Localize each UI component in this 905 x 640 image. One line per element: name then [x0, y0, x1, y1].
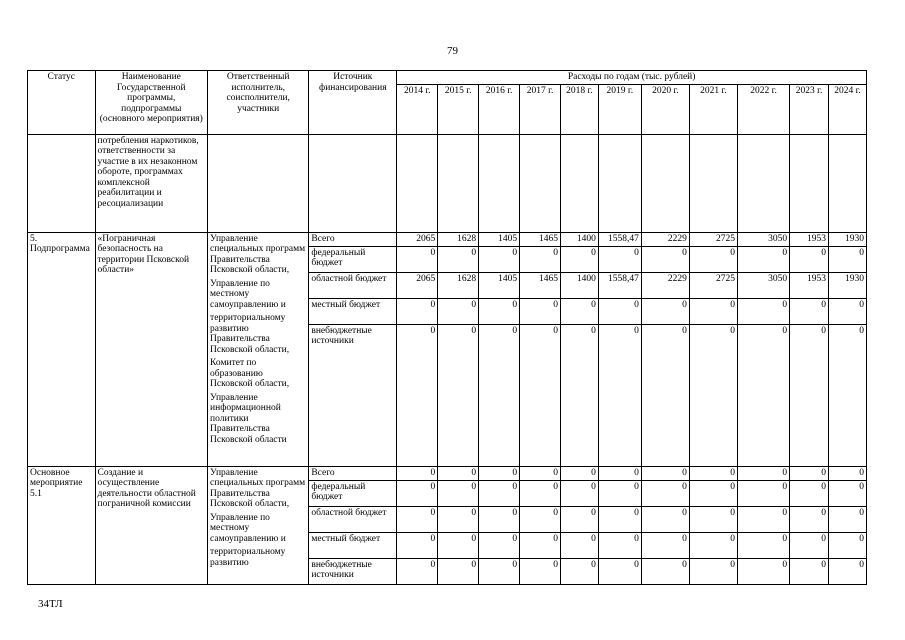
value-cell: 0 [829, 532, 867, 558]
empty-cell [479, 134, 520, 232]
header-year: 2023 г. [790, 84, 829, 134]
value-cell: 0 [397, 298, 438, 324]
value-cell: 0 [438, 246, 479, 272]
value-cell: 0 [689, 466, 737, 480]
responsible-entry: территориальному развитию Правительства Псковской области, [210, 313, 290, 355]
value-cell: 0 [737, 558, 789, 584]
value-cell: 0 [397, 324, 438, 466]
value-cell: 1405 [479, 232, 520, 246]
value-cell: 0 [598, 532, 641, 558]
header-year: 2021 г. [689, 84, 737, 134]
value-cell: 1405 [479, 272, 520, 298]
value-cell: 0 [438, 532, 479, 558]
empty-cell [28, 134, 96, 232]
value-cell: 0 [561, 298, 599, 324]
header-expenses: Расходы по годам (тыс. рублей) [397, 71, 867, 85]
value-cell: 0 [438, 480, 479, 506]
source-cell: федеральный бюджет [309, 246, 397, 272]
continuation-row [28, 134, 867, 232]
value-cell: 0 [641, 480, 689, 506]
value-cell: 0 [790, 480, 829, 506]
value-cell: 0 [561, 466, 599, 480]
value-cell: 0 [438, 506, 479, 532]
value-cell: 0 [438, 558, 479, 584]
source-cell: внебюджетные источники [309, 558, 397, 584]
value-cell: 2065 [397, 272, 438, 298]
value-cell: 0 [829, 466, 867, 480]
value-cell: 0 [520, 298, 561, 324]
value-cell: 0 [397, 558, 438, 584]
responsible-entry: Управление по местному самоуправлению и [210, 278, 286, 310]
value-cell: 0 [520, 324, 561, 466]
value-cell: 1628 [438, 232, 479, 246]
value-cell: 3050 [737, 272, 789, 298]
value-cell: 0 [737, 324, 789, 466]
value-cell: 1400 [561, 232, 599, 246]
value-cell: 0 [790, 506, 829, 532]
value-cell: 0 [479, 558, 520, 584]
responsible-cell [208, 232, 309, 466]
header-year: 2015 г. [438, 84, 479, 134]
value-cell: 0 [641, 298, 689, 324]
value-cell: 0 [829, 480, 867, 506]
value-cell: 0 [737, 298, 789, 324]
responsible-entry: территориальному развитию [210, 547, 286, 568]
value-cell: 2065 [397, 232, 438, 246]
value-cell: 0 [737, 506, 789, 532]
value-cell: 0 [520, 506, 561, 532]
value-cell: 0 [479, 532, 520, 558]
value-cell: 0 [689, 246, 737, 272]
source-cell: Всего [309, 232, 397, 246]
value-cell: 0 [790, 532, 829, 558]
value-cell: 0 [829, 324, 867, 466]
source-cell: внебюджетные источники [309, 324, 397, 466]
header-year: 2016 г. [479, 84, 520, 134]
header-row-1 [28, 71, 867, 85]
value-cell: 2229 [641, 232, 689, 246]
value-cell: 0 [641, 466, 689, 480]
empty-cell [689, 134, 737, 232]
responsible-entry: Управление информационной политики Правительства Псковской области [210, 392, 287, 445]
value-cell: 0 [829, 558, 867, 584]
value-cell: 0 [479, 466, 520, 480]
value-cell: 0 [790, 466, 829, 480]
value-cell: 1930 [829, 232, 867, 246]
value-cell: 0 [641, 558, 689, 584]
header-year: 2014 г. [397, 84, 438, 134]
responsible-entry: Комитет по образованию Псковской области, [210, 358, 290, 389]
empty-cell [561, 134, 599, 232]
value-cell: 0 [561, 558, 599, 584]
value-cell: 0 [598, 480, 641, 506]
header-source: Источник финансирования [309, 71, 397, 135]
value-cell: 1465 [520, 232, 561, 246]
value-cell: 3050 [737, 232, 789, 246]
value-cell: 0 [397, 506, 438, 532]
value-cell: 0 [438, 324, 479, 466]
value-cell: 0 [598, 298, 641, 324]
empty-cell [438, 134, 479, 232]
value-cell: 1953 [790, 272, 829, 298]
value-cell: 2229 [641, 272, 689, 298]
value-cell: 0 [397, 246, 438, 272]
value-cell: 0 [641, 532, 689, 558]
responsible-cell [208, 466, 309, 584]
value-cell: 0 [689, 324, 737, 466]
program-name-cell: «Пограничная безопасность на территории Псковской области» [95, 232, 208, 466]
header-year: 2019 г. [598, 84, 641, 134]
value-cell: 0 [737, 480, 789, 506]
value-cell: 0 [790, 246, 829, 272]
page-number: 79 [447, 45, 458, 57]
header-year: 2018 г. [561, 84, 599, 134]
value-cell: 1558,47 [598, 272, 641, 298]
value-cell: 0 [520, 480, 561, 506]
value-cell: 1400 [561, 272, 599, 298]
header-year: 2024 г. [829, 84, 867, 134]
source-cell: местный бюджет [309, 298, 397, 324]
responsible-entry: Управление по местному самоуправлению и [210, 512, 286, 544]
header-name: Наименование Государственной программы, подпрограммы (основного мероприятия) [95, 71, 208, 135]
value-cell: 0 [561, 324, 599, 466]
value-cell: 0 [598, 558, 641, 584]
value-cell: 2725 [689, 232, 737, 246]
source-cell: областной бюджет [309, 506, 397, 532]
value-cell: 0 [790, 298, 829, 324]
value-cell: 0 [737, 532, 789, 558]
source-cell: федеральный бюджет [309, 480, 397, 506]
value-cell: 0 [790, 558, 829, 584]
expenses-table [27, 70, 867, 585]
header-year: 2020 г. [641, 84, 689, 134]
empty-cell [208, 134, 309, 232]
value-cell: 0 [479, 246, 520, 272]
value-cell: 0 [520, 246, 561, 272]
value-cell: 0 [479, 324, 520, 466]
header-status: Статус [28, 71, 96, 135]
value-cell: 0 [397, 466, 438, 480]
value-cell: 0 [561, 246, 599, 272]
value-cell: 0 [829, 506, 867, 532]
value-cell: 0 [479, 298, 520, 324]
value-cell: 0 [737, 466, 789, 480]
value-cell: 0 [598, 466, 641, 480]
value-cell: 0 [641, 324, 689, 466]
value-cell: 0 [479, 506, 520, 532]
value-cell: 0 [520, 466, 561, 480]
value-cell: 0 [479, 480, 520, 506]
value-cell: 0 [561, 480, 599, 506]
value-cell: 0 [689, 480, 737, 506]
empty-cell [520, 134, 561, 232]
source-cell: Всего [309, 466, 397, 480]
program-name-cell: Создание и осуществление деятельности областной пограничной комиссии [95, 466, 208, 584]
value-cell: 0 [829, 246, 867, 272]
status-cell: 5. Подпрограмма [28, 232, 96, 466]
source-cell: областной бюджет [309, 272, 397, 298]
value-cell: 1465 [520, 272, 561, 298]
value-cell: 0 [689, 532, 737, 558]
value-cell: 2725 [689, 272, 737, 298]
responsible-entry: Управление специальных программ Правительства Псковской области, [210, 467, 306, 509]
value-cell: 0 [561, 506, 599, 532]
header-year: 2017 г. [520, 84, 561, 134]
value-cell: 1558,47 [598, 232, 641, 246]
value-cell: 0 [561, 532, 599, 558]
value-cell: 0 [438, 298, 479, 324]
value-cell: 0 [397, 532, 438, 558]
empty-cell [309, 134, 397, 232]
value-cell: 0 [641, 246, 689, 272]
empty-cell [737, 134, 789, 232]
value-cell: 1930 [829, 272, 867, 298]
value-cell: 0 [641, 506, 689, 532]
value-cell: 0 [689, 506, 737, 532]
value-cell: 1628 [438, 272, 479, 298]
value-cell: 0 [598, 324, 641, 466]
table-row [28, 466, 867, 480]
responsible-entry: Управление специальных программ Правительства Псковской области, [210, 233, 306, 275]
value-cell: 0 [397, 480, 438, 506]
value-cell: 1953 [790, 232, 829, 246]
value-cell: 0 [689, 298, 737, 324]
value-cell: 0 [829, 298, 867, 324]
empty-cell [790, 134, 829, 232]
value-cell: 0 [520, 558, 561, 584]
value-cell: 0 [790, 324, 829, 466]
value-cell: 0 [737, 246, 789, 272]
header-year: 2022 г. [737, 84, 789, 134]
continuation-text: потребления наркотиков, ответственности за участие в их незаконном обороте, программах комплексной реабилитации и ресоциализации [95, 134, 208, 232]
status-cell: Основное мероприятие 5.1 [28, 466, 96, 584]
empty-cell [397, 134, 438, 232]
value-cell: 0 [689, 558, 737, 584]
value-cell: 0 [438, 466, 479, 480]
empty-cell [641, 134, 689, 232]
value-cell: 0 [598, 246, 641, 272]
header-responsible: Ответственный исполнитель, соисполнители, участники [208, 71, 309, 135]
value-cell: 0 [598, 506, 641, 532]
table-row [28, 232, 867, 246]
value-cell: 0 [520, 532, 561, 558]
footer-code: 34ТЛ [38, 598, 63, 610]
empty-cell [598, 134, 641, 232]
empty-cell [829, 134, 867, 232]
source-cell: местный бюджет [309, 532, 397, 558]
